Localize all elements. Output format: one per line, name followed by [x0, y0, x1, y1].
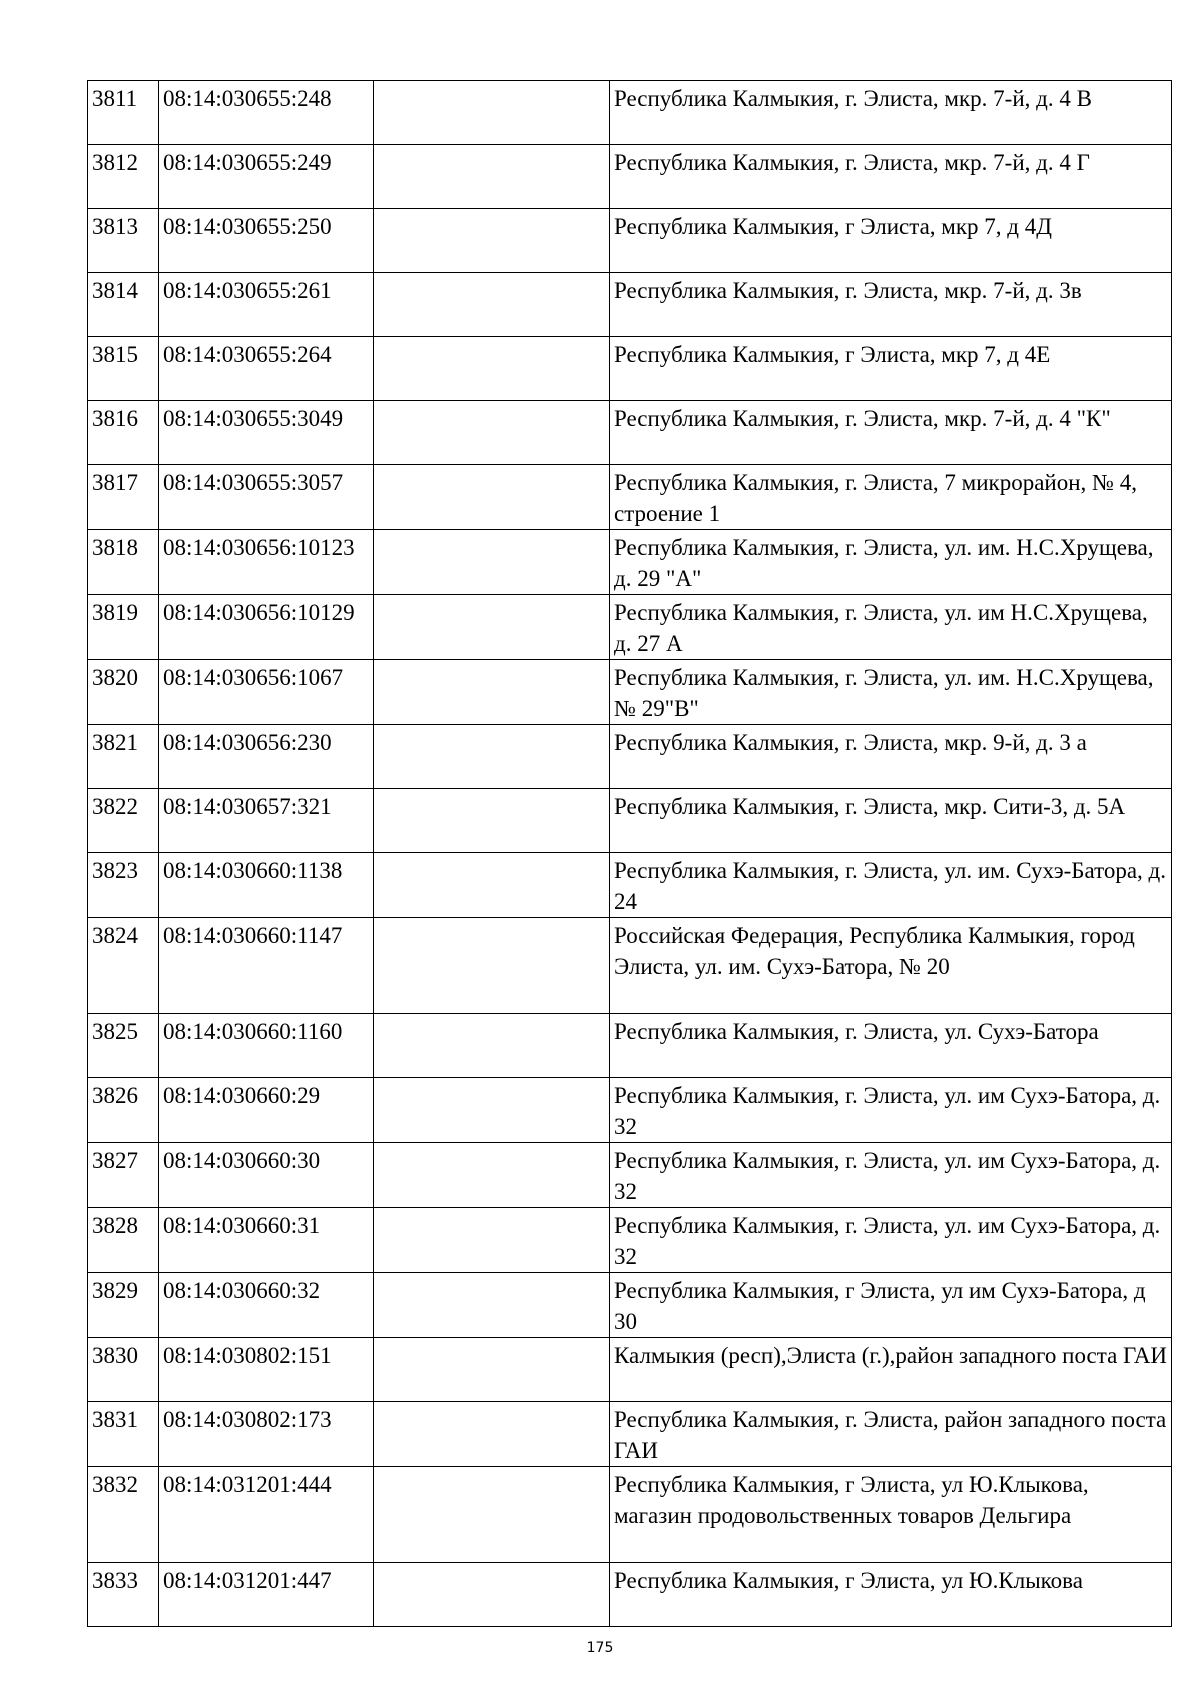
- table-row: [88, 337, 1172, 401]
- row-number-cell: 3833: [88, 1563, 159, 1627]
- empty-cell: [374, 1402, 610, 1467]
- empty-cell: [374, 81, 610, 145]
- table-row: [88, 81, 1172, 145]
- empty-cell: [374, 209, 610, 273]
- cadastral-number-cell: 08:14:030660:31: [159, 1208, 374, 1273]
- empty-cell: [374, 789, 610, 853]
- table-row: [88, 1078, 1172, 1143]
- row-number-cell: 3811: [88, 81, 159, 145]
- address-cell: Калмыкия (респ),Элиста (г.),район западного поста ГАИ: [610, 1338, 1172, 1402]
- row-number-cell: 3828: [88, 1208, 159, 1273]
- cadastral-number-cell: 08:14:030655:3057: [159, 465, 374, 530]
- table-row: [88, 789, 1172, 853]
- row-number-cell: 3824: [88, 918, 159, 1014]
- empty-cell: [374, 595, 610, 660]
- empty-cell: [374, 1563, 610, 1627]
- empty-cell: [374, 530, 610, 595]
- cadastral-number-cell: 08:14:030660:1147: [159, 918, 374, 1014]
- registry-table: [87, 80, 1172, 1627]
- address-cell: Республика Калмыкия, г. Элиста, ул. им. Н.С.Хрущева, д. 29 "А": [610, 530, 1172, 595]
- empty-cell: [374, 853, 610, 918]
- empty-cell: [374, 1143, 610, 1208]
- address-cell: Республика Калмыкия, г. Элиста, ул. им. Н.С.Хрущева, № 29"В": [610, 660, 1172, 725]
- cadastral-number-cell: 08:14:030656:1067: [159, 660, 374, 725]
- cadastral-number-cell: 08:14:030660:29: [159, 1078, 374, 1143]
- table-row: [88, 918, 1172, 1014]
- table-row: [88, 595, 1172, 660]
- row-number-cell: 3813: [88, 209, 159, 273]
- table-row: [88, 1402, 1172, 1467]
- row-number-cell: 3812: [88, 145, 159, 209]
- cadastral-number-cell: 08:14:030656:10123: [159, 530, 374, 595]
- cadastral-number-cell: 08:14:030655:248: [159, 81, 374, 145]
- empty-cell: [374, 273, 610, 337]
- empty-cell: [374, 725, 610, 789]
- empty-cell: [374, 465, 610, 530]
- empty-cell: [374, 660, 610, 725]
- address-cell: Республика Калмыкия, г. Элиста, ул. им Н.С.Хрущева, д. 27 А: [610, 595, 1172, 660]
- table-row: [88, 1273, 1172, 1338]
- page-number: 175: [586, 1640, 614, 1656]
- row-number-cell: 3827: [88, 1143, 159, 1208]
- address-cell: Республика Калмыкия, г Элиста, мкр 7, д 4Д: [610, 209, 1172, 273]
- address-cell: Российская Федерация, Республика Калмыкия, город Элиста, ул. им. Сухэ-Батора, № 20: [610, 918, 1172, 1014]
- address-cell: Республика Калмыкия, г. Элиста, ул. Сухэ-Батора: [610, 1014, 1172, 1078]
- cadastral-number-cell: 08:14:030657:321: [159, 789, 374, 853]
- cadastral-number-cell: 08:14:030656:230: [159, 725, 374, 789]
- row-number-cell: 3826: [88, 1078, 159, 1143]
- cadastral-number-cell: 08:14:030655:261: [159, 273, 374, 337]
- table-row: [88, 1467, 1172, 1563]
- empty-cell: [374, 1014, 610, 1078]
- cadastral-number-cell: 08:14:030656:10129: [159, 595, 374, 660]
- table-row: [88, 1143, 1172, 1208]
- cadastral-number-cell: 08:14:030660:1160: [159, 1014, 374, 1078]
- row-number-cell: 3830: [88, 1338, 159, 1402]
- address-cell: Республика Калмыкия, г. Элиста, ул. им Сухэ-Батора, д. 32: [610, 1208, 1172, 1273]
- table-row: [88, 530, 1172, 595]
- cadastral-number-cell: 08:14:030655:250: [159, 209, 374, 273]
- address-cell: Республика Калмыкия, г. Элиста, мкр. 7-й, д. 4 Г: [610, 145, 1172, 209]
- empty-cell: [374, 337, 610, 401]
- row-number-cell: 3822: [88, 789, 159, 853]
- empty-cell: [374, 918, 610, 1014]
- table-row: [88, 1563, 1172, 1627]
- table-row: [88, 209, 1172, 273]
- table-row: [88, 273, 1172, 337]
- empty-cell: [374, 1078, 610, 1143]
- address-cell: Республика Калмыкия, г. Элиста, ул. им Сухэ-Батора, д. 32: [610, 1143, 1172, 1208]
- row-number-cell: 3816: [88, 401, 159, 465]
- table-row: [88, 145, 1172, 209]
- row-number-cell: 3818: [88, 530, 159, 595]
- address-cell: Республика Калмыкия, г. Элиста, ул. им Сухэ-Батора, д. 32: [610, 1078, 1172, 1143]
- table-row: [88, 1338, 1172, 1402]
- cadastral-number-cell: 08:14:030655:264: [159, 337, 374, 401]
- empty-cell: [374, 1208, 610, 1273]
- row-number-cell: 3829: [88, 1273, 159, 1338]
- row-number-cell: 3832: [88, 1467, 159, 1563]
- table-row: [88, 401, 1172, 465]
- address-cell: Республика Калмыкия, г. Элиста, район западного поста ГАИ: [610, 1402, 1172, 1467]
- address-cell: Республика Калмыкия, г. Элиста, мкр. Сити-3, д. 5А: [610, 789, 1172, 853]
- row-number-cell: 3819: [88, 595, 159, 660]
- table-row: [88, 465, 1172, 530]
- empty-cell: [374, 145, 610, 209]
- cadastral-number-cell: 08:14:030660:32: [159, 1273, 374, 1338]
- address-cell: Республика Калмыкия, г Элиста, ул Ю.Клыкова: [610, 1563, 1172, 1627]
- address-cell: Республика Калмыкия, г. Элиста, мкр. 9-й, д. 3 а: [610, 725, 1172, 789]
- empty-cell: [374, 1467, 610, 1563]
- cadastral-number-cell: 08:14:030655:249: [159, 145, 374, 209]
- address-cell: Республика Калмыкия, г Элиста, ул Ю.Клыкова, магазин продовольственных товаров Дельгира: [610, 1467, 1172, 1563]
- empty-cell: [374, 1273, 610, 1338]
- address-cell: Республика Калмыкия, г Элиста, мкр 7, д 4Е: [610, 337, 1172, 401]
- cadastral-number-cell: 08:14:031201:447: [159, 1563, 374, 1627]
- row-number-cell: 3817: [88, 465, 159, 530]
- row-number-cell: 3831: [88, 1402, 159, 1467]
- cadastral-number-cell: 08:14:030802:173: [159, 1402, 374, 1467]
- address-cell: Республика Калмыкия, г. Элиста, ул. им. Сухэ-Батора, д. 24: [610, 853, 1172, 918]
- empty-cell: [374, 401, 610, 465]
- row-number-cell: 3820: [88, 660, 159, 725]
- row-number-cell: 3823: [88, 853, 159, 918]
- cadastral-number-cell: 08:14:030660:30: [159, 1143, 374, 1208]
- row-number-cell: 3815: [88, 337, 159, 401]
- address-cell: Республика Калмыкия, г Элиста, ул им Сухэ-Батора, д 30: [610, 1273, 1172, 1338]
- address-cell: Республика Калмыкия, г. Элиста, мкр. 7-й, д. 3в: [610, 273, 1172, 337]
- registry-table-body: [88, 81, 1172, 1627]
- address-cell: Республика Калмыкия, г. Элиста, мкр. 7-й, д. 4 В: [610, 81, 1172, 145]
- cadastral-number-cell: 08:14:030660:1138: [159, 853, 374, 918]
- table-row: [88, 1014, 1172, 1078]
- row-number-cell: 3814: [88, 273, 159, 337]
- table-row: [88, 853, 1172, 918]
- table-row: [88, 660, 1172, 725]
- cadastral-number-cell: 08:14:030802:151: [159, 1338, 374, 1402]
- address-cell: Республика Калмыкия, г. Элиста, мкр. 7-й, д. 4 "К": [610, 401, 1172, 465]
- address-cell: Республика Калмыкия, г. Элиста, 7 микрорайон, № 4, строение 1: [610, 465, 1172, 530]
- row-number-cell: 3821: [88, 725, 159, 789]
- cadastral-number-cell: 08:14:031201:444: [159, 1467, 374, 1563]
- table-row: [88, 725, 1172, 789]
- cadastral-number-cell: 08:14:030655:3049: [159, 401, 374, 465]
- table-row: [88, 1208, 1172, 1273]
- row-number-cell: 3825: [88, 1014, 159, 1078]
- empty-cell: [374, 1338, 610, 1402]
